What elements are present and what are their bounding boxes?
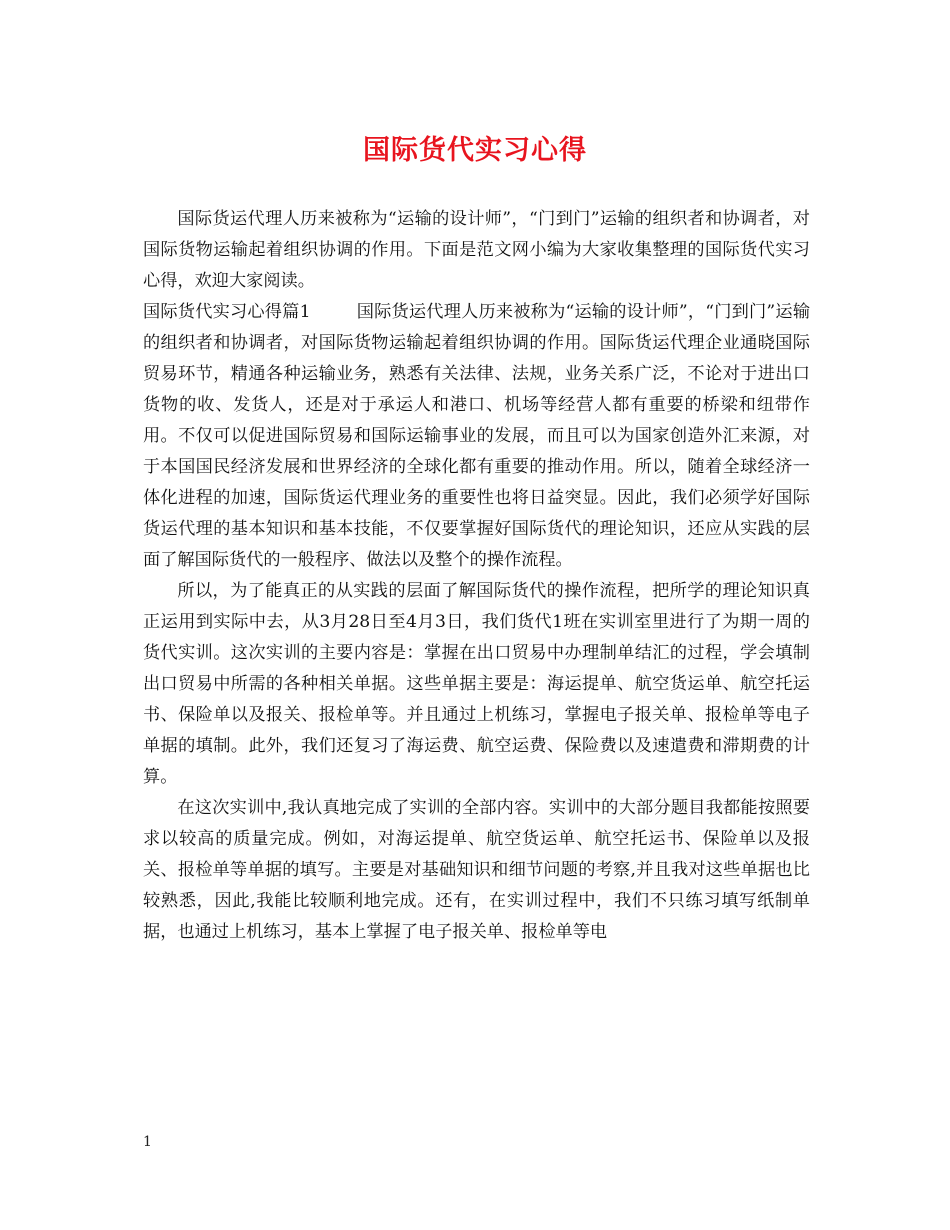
body-paragraph-2: 所以，为了能真正的从实践的层面了解国际货代的操作流程，把所学的理论知识真正运用到实际中去，从3月28日至4月3日，我们货代1班在实训室里进行了为期一周的货代实训。这次实训的主要内容是：掌握在出口贸易中办理制单结汇的过程，学会填制出口贸易中所需的各种相关单据。这些单据主要是：海运提单、航空货运单、航空托运书、保险单以及报关、报检单等。并且通过上机练习，掌握电子报关单、报检单等电子单据的填制。此外，我们还复习了海运费、航空运费、保险费以及速遣费和滞期费的计算。 [143,581,810,787]
section-text: 国际货运代理人历来被称为“运输的设计师”，“门到门”运输的组织者和协调者，对国际货物运输起着组织协调的作用。国际货运代理企业通晓国际贸易环节，精通各种运输业务，熟悉有关法律、法规，业务关系广泛，不论对于进出口货物的收、发货人，还是对于承运人和港口、机场等经营人都有重要的桥梁和纽带作用。不仅可以促进国际贸易和国际运输事业的发展，而且可以为国家创造外汇来源，对于本国国民经济发展和世界经济的全球化都有重要的推动作用。所以，随着全球经济一体化进程的加速，国际货运代理业务的重要性也将日益突显。因此，我们必须学好国际货运代理的基本知识和基本技能，不仅要掌握好国际货代的理论知识，还应从实践的层面了解国际货代的一般程序、做法以及整个的操作流程。 [143,302,811,570]
page-number: 1 [143,1134,152,1150]
document-title: 国际货代实习心得 [363,135,587,166]
body-paragraph-3: 在这次实训中,我认真地完成了实训的全部内容。实训中的大部分题目我都能按照要求以较高的质量完成。例如，对海运提单、航空货运单、航空托运书、保险单以及报关、报检单等单据的填写。主要是对基础知识和细节问题的考察,并且我对这些单据也比较熟悉，因此,我能比较顺利地完成。还有，在实训过程中，我们不只练习填写纸制单据，也通过上机练习，基本上掌握了电子报关单、报检单等电 [143,798,810,942]
intro-paragraph: 国际货运代理人历来被称为“运输的设计师”，“门到门”运输的组织者和协调者，对国际货物运输起着组织协调的作用。下面是范文网小编为大家收集整理的国际货代实习心得，欢迎大家阅读。 [143,209,810,291]
section-paragraph [143,297,810,576]
section-heading: 国际货代实习心得篇1 [143,302,311,322]
document-body [143,204,810,948]
